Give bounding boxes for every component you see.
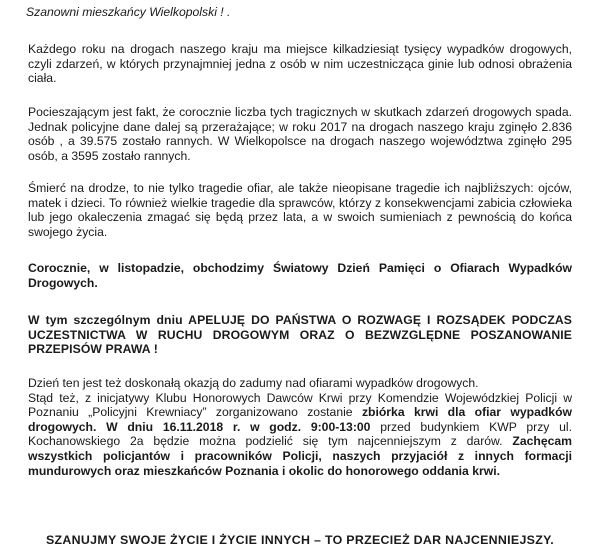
paragraph-2017-statistics: Pocieszającym jest fakt, że corocznie liczba tych tragicznych w skutkach zdarzeń drogowych spada. Jednak policyjne dane dalej są przerażające; w roku 2017 na drogach naszego kraju zginęło 2.836 osób , a 39.575 zostało rannych. W Wielkopolsce na drogach naszego województwa zginęło 295 osób, a 3595 zostało rannych. [28,105,572,163]
blood-drive-date-bold: zbiórka krwi dla ofiar wypadków drogowych. W dniu 16.11.2018 r. w godz. 9:00-13:00 [28,405,572,434]
blood-drive-text-1: Stąd też, z inicjatywy Klubu Honorowych Dawców Krwi przy Komendzie Wojewódzkiej Policji w Poznaniu „Policyjni Krewniacy” zorganizowano zostanie [28,390,572,420]
greeting: Szanowni mieszkańcy Wielkopolski ! . [26,5,231,19]
blood-drive-details [28,391,572,479]
blood-drive-intro-line: Dzień ten jest też doskonałą okazją do zadumy nad ofiarami wypadków drogowych. [28,376,479,390]
blood-drive-text-2: przed budynkiem KWP przy ul. Kochanowskiego 2a będzie można podzielić się tym najcenniejszym z darów. [28,419,572,449]
closing-slogan: SZANUJMY SWOJE ŻYCIE I ŻYCIE INNYCH – TO PRZECIEŻ DAR NAJCENNIEJSZY. [45,533,555,547]
paragraph-remembrance-day: Corocznie, w listopadzie, obchodzimy Światowy Dzień Pamięci o Ofiarach Wypadków Drogowych. [28,261,572,290]
paragraph-blood-drive [28,376,572,478]
paragraph-appeal: W tym szczególnym dniu APELUJĘ DO PAŃSTWA O ROZWAGĘ I ROZSĄDEK PODCZAS UCZESTNICTWA W RUCHU DROGOWYM ORAZ O BEZWZGLĘDNE POSZANOWANIE PRZEPISÓW PRAWA ! [28,313,572,357]
paragraph-tragedies: Śmierć na drodze, to nie tylko tragedie ofiar, ale także nieopisane tragedie ich najbliższych: ojców, matek i dzieci. To również wielkie tragedie dla sprawców, którzy z konsekwencjami zabicia człowieka lub jego okaleczenia zmagać się będą przez lata, a w swoich sumieniach z pewnością do końca swojego życia. [28,181,572,239]
paragraph-accident-statistics-intro: Każdego roku na drogach naszego kraju ma miejsce kilkadziesiąt tysięcy wypadków drogowych, czyli zdarzeń, w których przynajmniej jedna z osób w nim uczestnicząca ginie lub odnosi obrażenia ciała. [28,42,572,86]
blood-drive-encouragement-bold: Zachęcam wszystkich policjantów i pracowników Policji, naszych przyjaciół z innych formacji mundurowych oraz mieszkańców Poznania i okolic do honorowego oddania krwi. [28,434,572,478]
